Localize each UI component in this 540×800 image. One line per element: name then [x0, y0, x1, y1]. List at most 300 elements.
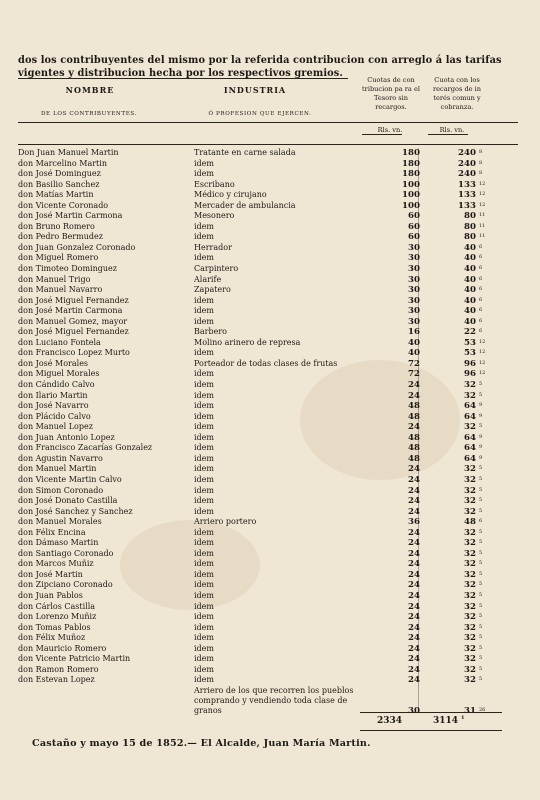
cuota-tesoro: 180 [402, 158, 420, 169]
cuota-recargos-cents: 9 [479, 433, 483, 440]
cuota-tesoro: 60 [408, 211, 420, 222]
cuota-recargos: 32 [464, 464, 476, 475]
table-row [18, 507, 524, 518]
cuota-recargos-cents: 5 [479, 507, 483, 514]
total-col2-cents: 1 [461, 715, 465, 721]
table-row [18, 644, 524, 655]
profession: idem [194, 633, 214, 643]
cuota-tesoro: 30 [408, 306, 420, 317]
contributor-name: don Ilario Martin [18, 390, 88, 400]
cuota-recargos-cents: 5 [479, 623, 483, 630]
profession: idem [194, 675, 214, 685]
profession: Médico y cirujano [194, 190, 267, 200]
contributors-table [18, 148, 524, 716]
cuota-tesoro: 24 [408, 612, 420, 623]
contributor-name: don Luciano Fontela [18, 337, 101, 347]
cuota-recargos-cents: 12 [479, 359, 486, 366]
table-row [18, 264, 524, 275]
cuota-recargos: 80 [464, 211, 476, 222]
table-row [18, 623, 524, 634]
table-row [18, 443, 524, 454]
contributor-name: don Dámaso Martin [18, 538, 99, 548]
cuota-recargos-cents: 8 [479, 159, 483, 166]
profession: Alarife [194, 274, 222, 284]
table-row [18, 180, 524, 191]
contributor-name: don Santiago Coronado [18, 548, 114, 558]
header-top-rule [18, 78, 348, 79]
contributor-name: don Lorenzo Muñiz [18, 612, 97, 622]
cuota-recargos-cents: 11 [479, 233, 486, 240]
cuota-recargos: 31 [464, 705, 476, 716]
cuota-recargos-cents: 6 [479, 275, 483, 282]
cuota-recargos: 80 [464, 221, 476, 232]
cuota-tesoro: 72 [408, 358, 420, 369]
table-row [18, 675, 524, 686]
table-row [18, 549, 524, 560]
cuota-tesoro: 24 [408, 380, 420, 391]
cuota-recargos: 32 [464, 664, 476, 675]
table-row [18, 190, 524, 201]
profession: Mercader de ambulancia [194, 200, 296, 210]
contributor-name: don Simon Coronado [18, 485, 104, 495]
header-unit1: Rls. vn. [377, 126, 403, 134]
table-row [18, 559, 524, 570]
header-industria-sub: Ó PROFESION QUE EJERCEN. [208, 111, 312, 117]
cuota-recargos: 48 [464, 517, 476, 528]
contributor-name: don Vicente Coronado [18, 200, 109, 210]
header-industria: INDUSTRIA [223, 85, 287, 95]
cuota-recargos: 133 [458, 190, 476, 201]
contributor-name: don Pedro Bermudez [18, 232, 103, 242]
cuota-tesoro: 24 [408, 580, 420, 591]
cuota-recargos: 32 [464, 559, 476, 570]
cuota-tesoro: 24 [408, 633, 420, 644]
cuota-tesoro: 36 [408, 517, 420, 528]
contributor-name: don José Martin Carmona [18, 306, 123, 316]
table-row [18, 591, 524, 602]
cuota-tesoro: 24 [408, 664, 420, 675]
cuota-tesoro: 30 [408, 285, 420, 296]
totals-bottom-rule [360, 730, 502, 731]
cuota-recargos: 40 [464, 316, 476, 327]
cuota-tesoro: 100 [402, 179, 420, 190]
cuota-recargos-cents: 12 [479, 349, 486, 356]
table-row [18, 148, 524, 159]
cuota-recargos: 64 [464, 411, 476, 422]
cuota-recargos-cents: 9 [479, 412, 483, 419]
contributor-name: don Manuel Trigo [18, 274, 91, 284]
cuota-tesoro: 24 [408, 643, 420, 654]
table-row [18, 454, 524, 465]
cuota-recargos: 53 [464, 348, 476, 359]
cuota-tesoro: 24 [408, 601, 420, 612]
cuota-recargos: 32 [464, 612, 476, 623]
cuota-tesoro: 180 [402, 169, 420, 180]
cuota-recargos: 32 [464, 654, 476, 665]
cuota-tesoro: 48 [408, 432, 420, 443]
contributor-name: don Matías Martin [18, 190, 94, 200]
contributor-name: don Juan Antonio Lopez [18, 432, 115, 442]
profession: idem [194, 590, 214, 600]
signature-line: Castaño y mayo 15 de 1852.— El Alcalde, Juan María Martin. [32, 738, 371, 749]
profession: Tratante en carne salada [194, 148, 296, 157]
cuota-recargos: 64 [464, 443, 476, 454]
cuota-recargos: 40 [464, 295, 476, 306]
contributor-name: don Juan Pablos [18, 590, 83, 600]
cuota-recargos-cents: 12 [479, 180, 486, 187]
cuota-recargos: 32 [464, 474, 476, 485]
profession: Mesonero [194, 211, 235, 221]
contributor-name: don Tomas Pablos [18, 622, 91, 632]
cuota-recargos: 32 [464, 390, 476, 401]
cuota-recargos-cents: 12 [479, 191, 486, 198]
cuota-tesoro: 100 [402, 200, 420, 211]
cuota-recargos-cents: 5 [479, 602, 483, 609]
contributor-name: don José Sanchez y Sanchez [18, 506, 133, 516]
table-row [18, 201, 524, 212]
table-row [18, 654, 524, 665]
table-row [18, 433, 524, 444]
cuota-recargos-cents: 5 [479, 613, 483, 620]
profession: idem [194, 580, 214, 590]
table-row [18, 232, 524, 243]
profession: Arriero portero [194, 517, 257, 527]
cuota-recargos: 240 [458, 169, 476, 180]
cuota-tesoro: 24 [408, 559, 420, 570]
contributor-name: don Marcos Muñiz [18, 559, 94, 569]
cuota-tesoro: 72 [408, 369, 420, 380]
contributor-name: don Timoteo Dominguez [18, 264, 117, 274]
cuota-tesoro: 100 [402, 190, 420, 201]
cuota-recargos-cents: 6 [479, 307, 483, 314]
profession: idem [194, 464, 214, 474]
cuota-tesoro: 180 [402, 148, 420, 158]
profession: Carpintero [194, 264, 239, 274]
contributor-name: don Félix Encina [18, 527, 86, 537]
table-row [18, 338, 524, 349]
profession: idem [194, 664, 214, 674]
cuota-recargos: 64 [464, 401, 476, 412]
table-row [18, 633, 524, 644]
cuota-recargos: 64 [464, 432, 476, 443]
cuota-tesoro: 24 [408, 675, 420, 686]
cuota-recargos-cents: 5 [479, 465, 483, 472]
cuota-recargos: 40 [464, 274, 476, 285]
contributor-name: don Félix Muñoz [18, 633, 86, 643]
table-row [18, 380, 524, 391]
cuota-recargos: 32 [464, 548, 476, 559]
cuota-recargos: 32 [464, 506, 476, 517]
profession: idem [194, 232, 214, 242]
cuota-tesoro: 16 [408, 327, 420, 338]
cuota-tesoro: 24 [408, 548, 420, 559]
cuota-tesoro: 30 [408, 242, 420, 253]
contributor-name: don Marcelino Martin [18, 158, 107, 168]
cuota-recargos-cents: 5 [479, 655, 483, 662]
table-row [18, 422, 524, 433]
profession: Escribano [194, 179, 235, 189]
profession: idem [194, 432, 214, 442]
table-row [18, 464, 524, 475]
cuota-recargos: 32 [464, 580, 476, 591]
cuota-recargos-cents: 11 [479, 212, 486, 219]
table-row [18, 401, 524, 412]
cuota-recargos: 22 [464, 327, 476, 338]
table-row [18, 517, 524, 528]
cuota-recargos-cents: 5 [479, 528, 483, 535]
cuota-recargos-cents: 12 [479, 370, 486, 377]
contributor-name: don Juan Gonzalez Coronado [18, 242, 136, 252]
profession: idem [194, 422, 214, 432]
header-col2: Cuota con los recargos de in terés comun y cobranza. [432, 76, 482, 111]
cuota-recargos: 40 [464, 264, 476, 275]
profession: idem [194, 221, 214, 231]
profession: idem [194, 474, 214, 484]
cuota-recargos-cents: 5 [479, 634, 483, 641]
contributor-name: don Cándido Calvo [18, 380, 95, 390]
cuota-recargos-cents: 5 [479, 391, 483, 398]
cuota-recargos-cents: 6 [479, 328, 483, 335]
cuota-recargos-cents: 5 [479, 486, 483, 493]
contributor-name: don Cárlos Castilla [18, 601, 96, 611]
contributor-name: don Estevan Lopez [18, 675, 95, 685]
table-row [18, 317, 524, 328]
cuota-tesoro: 24 [408, 422, 420, 433]
profession: idem [194, 506, 214, 516]
profession: idem [194, 295, 214, 305]
cuota-tesoro: 24 [408, 622, 420, 633]
contributor-name: don José Donato Castilla [18, 496, 118, 506]
profession: idem [194, 443, 214, 453]
profession: Zapatero [194, 285, 231, 295]
cuota-recargos-cents: 5 [479, 676, 483, 683]
table-row [18, 528, 524, 539]
profession: idem [194, 158, 214, 168]
cuota-tesoro: 40 [408, 348, 420, 359]
cuota-tesoro: 60 [408, 232, 420, 243]
contributor-name: don José Navarro [18, 401, 89, 411]
contributor-name: don Basilio Sanchez [18, 179, 100, 189]
cuota-recargos-cents: 5 [479, 497, 483, 504]
cuota-tesoro: 24 [408, 506, 420, 517]
cuota-tesoro: 48 [408, 411, 420, 422]
contributor-name: don Miguel Romero [18, 253, 99, 263]
table-row [18, 665, 524, 676]
cuota-recargos: 32 [464, 569, 476, 580]
cuota-recargos-cents: 5 [479, 570, 483, 577]
header-bottom-rule [18, 144, 518, 145]
cuota-tesoro: 30 [408, 253, 420, 264]
cuota-tesoro: 24 [408, 474, 420, 485]
cuota-recargos: 40 [464, 242, 476, 253]
cuota-tesoro: 48 [408, 401, 420, 412]
profession: Herrador [194, 242, 232, 252]
table-row [18, 391, 524, 402]
table-row [18, 296, 524, 307]
unit1-rule [362, 134, 402, 135]
contributor-name: don Francisco Zacarías Gonzalez [18, 443, 153, 453]
cuota-recargos: 53 [464, 337, 476, 348]
header-nombre-sub: DE LOS CONTRIBUYENTES. [40, 111, 138, 117]
contributor-name: don José Martin [18, 569, 83, 579]
cuota-recargos-cents: 6 [479, 296, 483, 303]
table-row [18, 612, 524, 623]
cuota-recargos: 32 [464, 422, 476, 433]
cuota-recargos-cents: 12 [479, 338, 486, 345]
profession: Barbero [194, 327, 227, 337]
header-col1: Cuotas de con tribucion pa ra el Tesoro sin recargos. [362, 76, 420, 111]
cuota-recargos-cents: 6 [479, 265, 483, 272]
table-row [18, 169, 524, 180]
cuota-recargos-cents: 26 [479, 706, 486, 713]
cuota-tesoro: 30 [408, 264, 420, 275]
table-row [18, 211, 524, 222]
totals-rule [360, 712, 502, 713]
table-row [18, 570, 524, 581]
cuota-recargos-cents: 5 [479, 644, 483, 651]
contributor-name: don Manuel Morales [18, 517, 102, 527]
cuota-recargos: 240 [458, 158, 476, 169]
profession: idem [194, 559, 214, 569]
profession: idem [194, 306, 214, 316]
table-row [18, 486, 524, 497]
contributor-name: don Manuel Lopez [18, 422, 93, 432]
cuota-recargos-cents: 6 [479, 518, 483, 525]
cuota-recargos: 32 [464, 601, 476, 612]
cuota-recargos: 40 [464, 253, 476, 264]
profession: idem [194, 569, 214, 579]
cuota-recargos-cents: 5 [479, 549, 483, 556]
cuota-recargos: 32 [464, 485, 476, 496]
cuota-recargos: 32 [464, 622, 476, 633]
table-row [18, 306, 524, 317]
profession: Molino arinero de represa [194, 337, 301, 347]
cuota-recargos: 40 [464, 285, 476, 296]
contributor-name: don José Morales [18, 358, 89, 368]
cuota-tesoro: 24 [408, 569, 420, 580]
cuota-recargos: 133 [458, 200, 476, 211]
contributor-name: don Zipciano Coronado [18, 580, 113, 590]
profession: idem [194, 538, 214, 548]
contributor-name: don Bruno Romero [18, 221, 95, 231]
cuota-tesoro: 30 [408, 295, 420, 306]
profession: idem [194, 496, 214, 506]
cuota-tesoro: 30 [408, 705, 420, 716]
contributor-name: don Agustin Navarro [18, 453, 103, 463]
cuota-recargos-cents: 9 [479, 444, 483, 451]
cuota-tesoro: 24 [408, 590, 420, 601]
cuota-recargos: 32 [464, 643, 476, 654]
table-row [18, 159, 524, 170]
contributor-name: don Ramon Romero [18, 664, 99, 674]
profession: idem [194, 601, 214, 611]
cuota-recargos: 32 [464, 538, 476, 549]
contributor-name: Don Juan Manuel Martin [18, 148, 119, 157]
cuota-recargos-cents: 12 [479, 201, 486, 208]
profession: idem [194, 411, 214, 421]
profession: idem [194, 622, 214, 632]
profession: idem [194, 548, 214, 558]
cuota-recargos-cents: 9 [479, 454, 483, 461]
cuota-recargos: 96 [464, 369, 476, 380]
cuota-recargos: 96 [464, 358, 476, 369]
profession: idem [194, 527, 214, 537]
cuota-recargos: 40 [464, 306, 476, 317]
profession: Porteador de todas clases de frutas [194, 358, 338, 368]
contributor-name: don Mauricio Romero [18, 643, 107, 653]
total-col2: 3114 [432, 716, 458, 726]
table-row [18, 222, 524, 233]
header-nombre: NOMBRE [65, 85, 115, 95]
cuota-recargos: 240 [458, 148, 476, 158]
profession: idem [194, 169, 214, 179]
profession: idem [194, 253, 214, 263]
cuota-recargos-cents: 6 [479, 254, 483, 261]
table-row [18, 412, 524, 423]
cuota-recargos-cents: 9 [479, 402, 483, 409]
cuota-recargos: 32 [464, 590, 476, 601]
profession: idem [194, 401, 214, 411]
profession: idem [194, 453, 214, 463]
profession: idem [194, 348, 214, 358]
contributor-name: don Vicente Patricio Martin [18, 654, 131, 664]
profession: idem [194, 390, 214, 400]
cuota-recargos: 80 [464, 232, 476, 243]
cuota-tesoro: 48 [408, 453, 420, 464]
cuota-tesoro: 24 [408, 390, 420, 401]
profession: idem [194, 654, 214, 664]
profession: idem [194, 612, 214, 622]
contributor-name: don Vicente Martin Calvo [18, 474, 122, 484]
cuota-recargos-cents: 5 [479, 581, 483, 588]
profession: idem [194, 369, 214, 379]
table-row [18, 327, 524, 338]
cuota-recargos: 32 [464, 380, 476, 391]
cuota-recargos-cents: 6 [479, 243, 483, 250]
cuota-tesoro: 24 [408, 464, 420, 475]
cuota-tesoro: 30 [408, 316, 420, 327]
cuota-recargos-cents: 5 [479, 475, 483, 482]
cuota-tesoro: 40 [408, 337, 420, 348]
unit2-rule [428, 134, 468, 135]
cuota-tesoro: 24 [408, 496, 420, 507]
cuota-tesoro: 24 [408, 527, 420, 538]
cuota-recargos-cents: 8 [479, 149, 483, 155]
profession: idem [194, 380, 214, 390]
cuota-recargos-cents: 5 [479, 381, 483, 388]
cuota-recargos: 133 [458, 179, 476, 190]
header-unit2: Rls. vn. [439, 126, 465, 134]
contributor-name: don Miguel Morales [18, 369, 100, 379]
cuota-recargos: 32 [464, 496, 476, 507]
cuota-recargos-cents: 5 [479, 560, 483, 567]
profession: idem [194, 485, 214, 495]
cuota-recargos-cents: 6 [479, 286, 483, 293]
profession: idem [194, 643, 214, 653]
cuota-recargos: 32 [464, 633, 476, 644]
cuota-recargos-cents: 11 [479, 222, 486, 229]
contributor-name: don José Martin Carmona [18, 211, 123, 221]
totals-row [350, 716, 530, 730]
cuota-tesoro: 60 [408, 221, 420, 232]
cuota-recargos: 32 [464, 527, 476, 538]
cuota-recargos-cents: 6 [479, 317, 483, 324]
table-row [18, 369, 524, 380]
table-row [18, 359, 524, 370]
cuota-recargos-cents: 5 [479, 591, 483, 598]
cuota-tesoro: 24 [408, 485, 420, 496]
cuota-tesoro: 24 [408, 654, 420, 665]
